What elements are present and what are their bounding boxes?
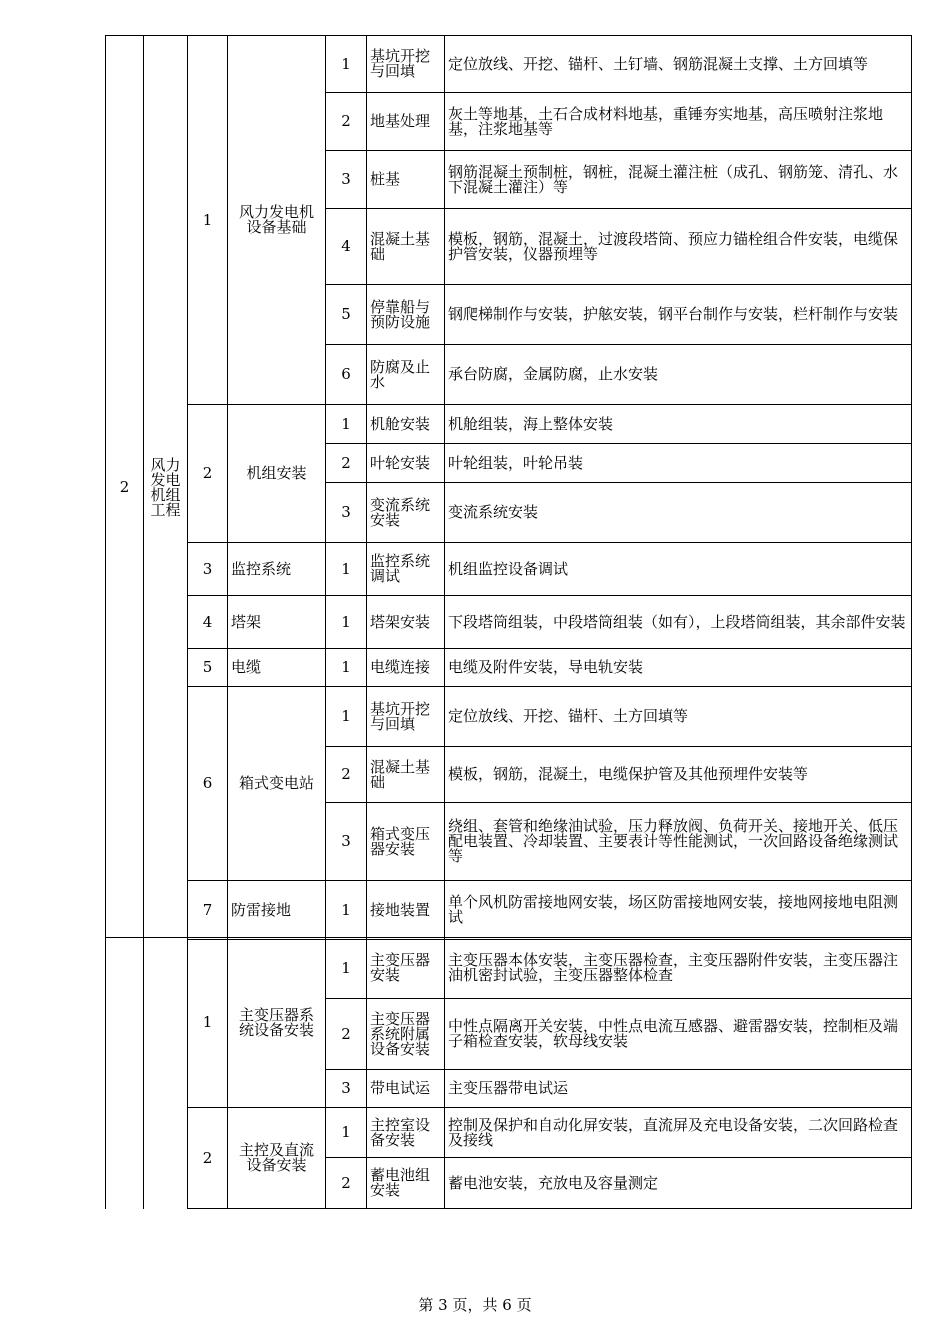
item-number: 1 — [326, 543, 367, 596]
table-row — [106, 405, 912, 444]
item-number: 2 — [326, 747, 367, 803]
project-division-table-continued — [105, 937, 912, 1209]
item-number: 2 — [326, 999, 367, 1070]
item-name: 基坑开挖与回填 — [367, 687, 445, 747]
item-name: 叶轮安装 — [367, 444, 445, 483]
item-number: 1 — [326, 649, 367, 687]
item-content: 主变压器带电试运 — [445, 1070, 912, 1108]
table-row — [106, 938, 912, 999]
item-number: 1 — [326, 881, 367, 940]
group-name: 机组安装 — [228, 405, 326, 543]
table-row — [106, 36, 912, 93]
item-number: 3 — [326, 803, 367, 881]
item-content: 变流系统安装 — [445, 483, 912, 543]
item-content: 蓄电池安装，充放电及容量测定 — [445, 1158, 912, 1209]
item-content: 叶轮组装，叶轮吊装 — [445, 444, 912, 483]
item-name: 防腐及止水 — [367, 345, 445, 405]
item-name: 主变压器系统附属设备安装 — [367, 999, 445, 1070]
project-division-table — [105, 35, 912, 940]
group-name: 箱式变电站 — [228, 687, 326, 881]
item-number: 1 — [326, 36, 367, 93]
item-name: 桩基 — [367, 151, 445, 209]
item-content: 单个风机防雷接地网安装，场区防雷接地网安装，接地网接地电阻测试 — [445, 881, 912, 940]
group-number: 1 — [188, 36, 228, 405]
group-number: 3 — [188, 543, 228, 596]
group-number: 2 — [188, 1108, 228, 1209]
page-footer: 第 3 页，共 6 页 — [418, 1296, 532, 1314]
group-number: 1 — [188, 938, 228, 1108]
item-content: 钢筋混凝土预制桩，钢桩，混凝土灌注桩（成孔、钢筋笼、清孔、水下混凝土灌注）等 — [445, 151, 912, 209]
item-number: 2 — [326, 1158, 367, 1209]
item-number: 5 — [326, 285, 367, 345]
item-name: 塔架安装 — [367, 596, 445, 649]
item-content: 模板，钢筋，混凝土，过渡段塔筒、预应力锚栓组合件安装，电缆保护管安装，仪器预埋等 — [445, 209, 912, 285]
item-content: 机组监控设备调试 — [445, 543, 912, 596]
item-content: 中性点隔离开关安装，中性点电流互感器、避雷器安装，控制柜及端子箱检查安装，软母线安装 — [445, 999, 912, 1070]
item-name: 主控室设备安装 — [367, 1108, 445, 1158]
item-name: 地基处理 — [367, 93, 445, 151]
item-content: 下段塔筒组装，中段塔筒组装（如有），上段塔筒组装，其余部件安装 — [445, 596, 912, 649]
item-number: 2 — [326, 444, 367, 483]
item-name: 停靠船与预防设施 — [367, 285, 445, 345]
table-row — [106, 1108, 912, 1158]
item-name: 接地装置 — [367, 881, 445, 940]
item-number: 1 — [326, 405, 367, 444]
item-name: 电缆连接 — [367, 649, 445, 687]
item-number: 4 — [326, 209, 367, 285]
section-number: 2 — [106, 36, 144, 940]
section-number — [106, 938, 144, 1209]
item-name: 监控系统调试 — [367, 543, 445, 596]
group-number: 7 — [188, 881, 228, 940]
section-name: 风力发电机组工程 — [144, 36, 188, 940]
item-name: 蓄电池组安装 — [367, 1158, 445, 1209]
group-number: 2 — [188, 405, 228, 543]
item-number: 1 — [326, 938, 367, 999]
group-number: 6 — [188, 687, 228, 881]
item-name: 箱式变压器安装 — [367, 803, 445, 881]
item-name: 基坑开挖与回填 — [367, 36, 445, 93]
item-content: 绕组、套管和绝缘油试验，压力释放阀、负荷开关、接地开关、低压配电装置、冷却装置、主要表计等性能测试，一次回路设备绝缘测试等 — [445, 803, 912, 881]
item-number: 3 — [326, 1070, 367, 1108]
item-number: 1 — [326, 1108, 367, 1158]
item-name: 混凝土基础 — [367, 209, 445, 285]
item-number: 1 — [326, 687, 367, 747]
item-number: 6 — [326, 345, 367, 405]
item-name: 变流系统安装 — [367, 483, 445, 543]
item-content: 钢爬梯制作与安装，护舷安装，钢平台制作与安装，栏杆制作与安装 — [445, 285, 912, 345]
item-number: 3 — [326, 483, 367, 543]
group-name: 风力发电机设备基础 — [228, 36, 326, 405]
item-content: 定位放线、开挖、锚杆、土方回填等 — [445, 687, 912, 747]
item-content: 模板，钢筋，混凝土，电缆保护管及其他预埋件安装等 — [445, 747, 912, 803]
item-number: 3 — [326, 151, 367, 209]
group-name: 主控及直流设备安装 — [228, 1108, 326, 1209]
group-name: 电缆 — [228, 649, 326, 687]
group-name: 主变压器系统设备安装 — [228, 938, 326, 1108]
item-content: 承台防腐，金属防腐，止水安装 — [445, 345, 912, 405]
group-number: 4 — [188, 596, 228, 649]
item-content: 控制及保护和自动化屏安装，直流屏及充电设备安装，二次回路检查及接线 — [445, 1108, 912, 1158]
item-number: 2 — [326, 93, 367, 151]
item-content: 机舱组装，海上整体安装 — [445, 405, 912, 444]
item-name: 主变压器安装 — [367, 938, 445, 999]
table-row — [106, 687, 912, 747]
item-name: 混凝土基础 — [367, 747, 445, 803]
item-content: 灰土等地基，土石合成材料地基，重锤夯实地基，高压喷射注浆地基，注浆地基等 — [445, 93, 912, 151]
section-name — [144, 938, 188, 1209]
table-row — [106, 596, 912, 649]
item-content: 主变压器本体安装，主变压器检查，主变压器附件安装，主变压器注油机密封试验，主变压器整体检查 — [445, 938, 912, 999]
item-name: 带电试运 — [367, 1070, 445, 1108]
table-row — [106, 881, 912, 940]
group-name: 监控系统 — [228, 543, 326, 596]
group-name: 防雷接地 — [228, 881, 326, 940]
item-name: 机舱安装 — [367, 405, 445, 444]
group-number: 5 — [188, 649, 228, 687]
table-row — [106, 543, 912, 596]
item-number: 1 — [326, 596, 367, 649]
group-name: 塔架 — [228, 596, 326, 649]
table-row — [106, 649, 912, 687]
item-content: 定位放线、开挖、锚杆、土钉墙、钢筋混凝土支撑、土方回填等 — [445, 36, 912, 93]
item-content: 电缆及附件安装，导电轨安装 — [445, 649, 912, 687]
